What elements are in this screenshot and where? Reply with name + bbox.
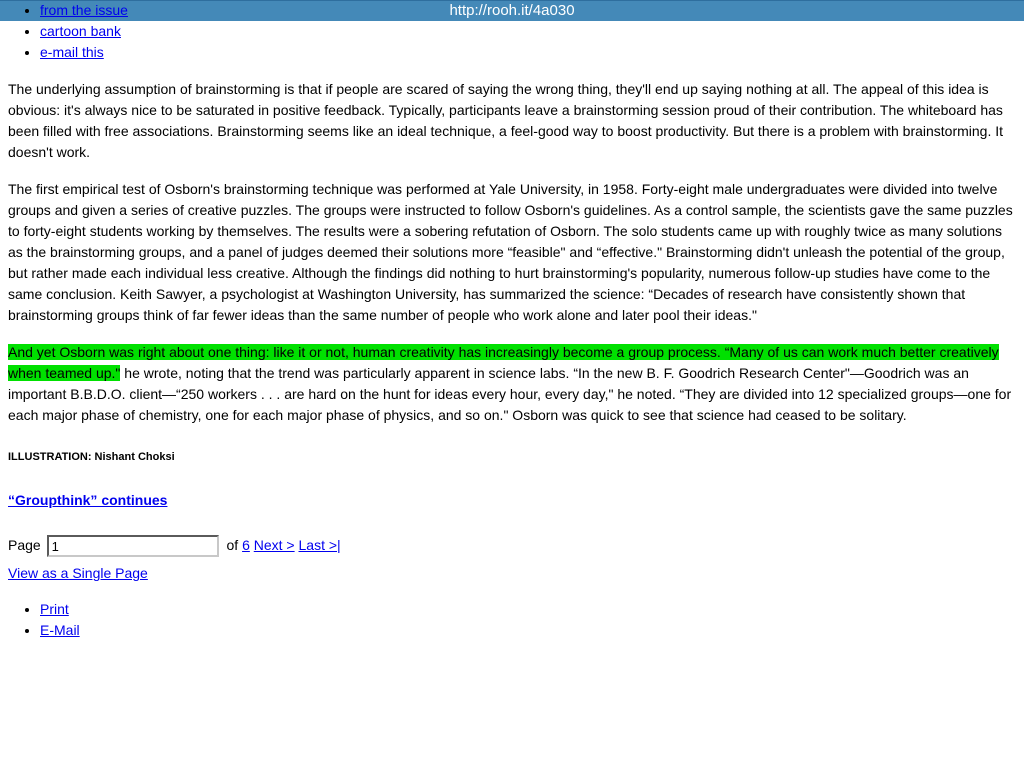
total-pages-link[interactable]: 6 xyxy=(242,537,250,553)
article-paragraph-1: The underlying assumption of brainstorming is that if people are scared of saying the wrong thing, they'll end up saying nothing at all. The appeal of this idea is obvious: it's always nice to be saturated in positive feedback. Typically, participants leave a brainstorming session proud of their contribution. The whiteboard has been filled with free associations. Brainstorming seems like an ideal technique, a feel-good way to boost productivity. But there is a problem with brainstorming. It doesn't work. xyxy=(8,81,1004,160)
page-number-input[interactable] xyxy=(47,535,219,557)
article-paragraph-3 xyxy=(8,342,1016,426)
highlighted-text: And yet Osborn was right about one thing: like it or not, human creativity has increasingly become a group process. “Many of us can work much better creatively when teamed up." xyxy=(8,344,999,381)
bottom-link-list xyxy=(8,599,1016,641)
email-link[interactable]: E-Mail xyxy=(40,622,80,639)
last-page-link[interactable]: Last >| xyxy=(298,537,341,553)
paragraph-3-rest: he wrote, noting that the trend was particularly apparent in science labs. “In the new B. F. Goodrich Research Center"—Goodrich was an important B.B.D.O. client—“250 workers . . . are hard on the hunt for ideas every hour, every day," he noted. “They are divided into 12 specialized groups—one for each major phase of chemistry, one for each major phase of physics, and so on." Osborn was quick to see that science had ceased to be solitary. xyxy=(8,365,1012,423)
view-single-page-link[interactable]: View as a Single Page xyxy=(8,565,148,582)
page-content xyxy=(8,0,1016,641)
groupthink-continues-link[interactable]: “Groupthink” continues xyxy=(8,492,168,508)
list-item xyxy=(40,620,1016,641)
list-item xyxy=(40,599,1016,620)
of-label: of xyxy=(226,537,239,553)
article-paragraph-2: The first empirical test of Osborn's brainstorming technique was performed at Yale University, in 1958. Forty-eight male undergraduates were divided into twelve groups and given a series of creative puzzles. The groups were instructed to follow Osborn's guidelines. As a control sample, the scientists gave the same puzzles to forty-eight students working by themselves. The results were a sobering refutation of Osborn. The solo students came up with roughly twice as many solutions as the brainstorming groups, and a panel of judges deemed their solutions more “feasible" and “effective." Brainstorming didn't unleash the potential of the group, but rather made each individual less creative. Although the findings did nothing to hurt brainstorming's popularity, numerous follow-up studies have come to the same conclusion. Keith Sawyer, a psychologist at Washington University, has summarized the science: “Decades of research have consistently shown that brainstorming groups think of far fewer ideas than the same number of people who work alone and later pool their ideas." xyxy=(8,181,1013,323)
e-mail-this-link[interactable]: e-mail this xyxy=(40,44,104,60)
cartoon-bank-link[interactable]: cartoon bank xyxy=(40,23,121,39)
list-item xyxy=(40,21,1016,42)
list-item xyxy=(40,42,1016,63)
page-label: Page xyxy=(8,537,41,553)
print-link[interactable]: Print xyxy=(40,601,69,618)
continue-row xyxy=(8,490,1016,511)
top-link-list xyxy=(8,0,1016,63)
from-the-issue-link[interactable]: from the issue xyxy=(40,2,128,18)
next-page-link[interactable]: Next > xyxy=(253,537,295,553)
illustration-credit: ILLUSTRATION: Nishant Choksi xyxy=(8,451,175,463)
pagination-row xyxy=(8,535,1016,557)
list-item xyxy=(40,0,1016,21)
single-page-row xyxy=(8,563,1016,584)
url-bar-text: http://rooh.it/4a030 xyxy=(449,2,575,19)
